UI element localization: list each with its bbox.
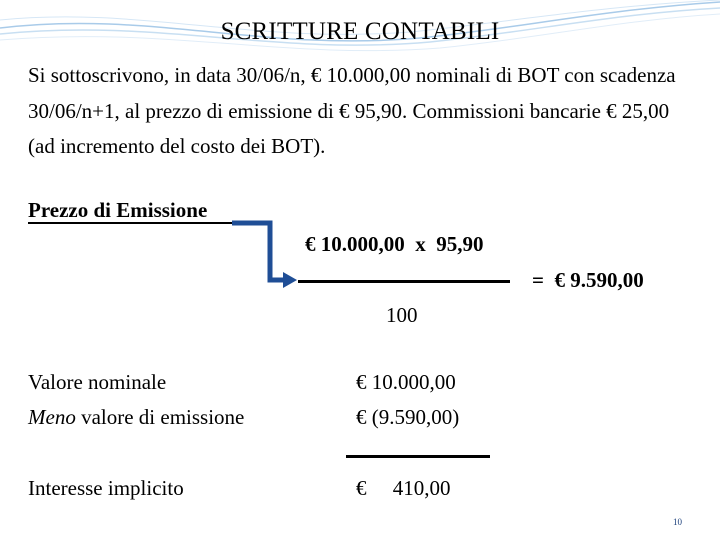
section-title-underline	[28, 222, 232, 224]
issue-value-amount: € (9.590,00)	[356, 405, 460, 429]
formula-numerator: € 10.000,00 x 95,90	[305, 232, 484, 256]
nominal-value-amount: € 10.000,00	[356, 370, 456, 394]
issue-value-label-rest: valore di emissione	[75, 405, 245, 429]
nominal-value-label: Valore nominale	[28, 370, 167, 394]
implicit-interest-label: Interesse implicito	[28, 476, 184, 500]
issue-value-label	[28, 405, 244, 430]
section-title: Prezzo di Emissione	[28, 198, 208, 222]
exercise-text: Si sottoscrivono, in data 30/06/n, € 10.000,00 nominali di BOT con scadenza 30/06/n+1, al prezzo di emissione di € 95,90. Commissioni bancarie € 25,00 (ad incremento del costo dei BOT).	[28, 63, 676, 158]
formula-denominator: 100	[386, 303, 418, 327]
slide-title: SCRITTURE CONTABILI	[220, 18, 500, 45]
issue-value-label-italic: Meno	[28, 405, 76, 429]
slide-number: 10	[673, 517, 682, 527]
sum-bar	[346, 455, 490, 458]
implicit-interest-amount: € 410,00	[356, 476, 451, 500]
formula-result: = € 9.590,00	[532, 268, 644, 292]
fraction-bar	[298, 280, 510, 283]
